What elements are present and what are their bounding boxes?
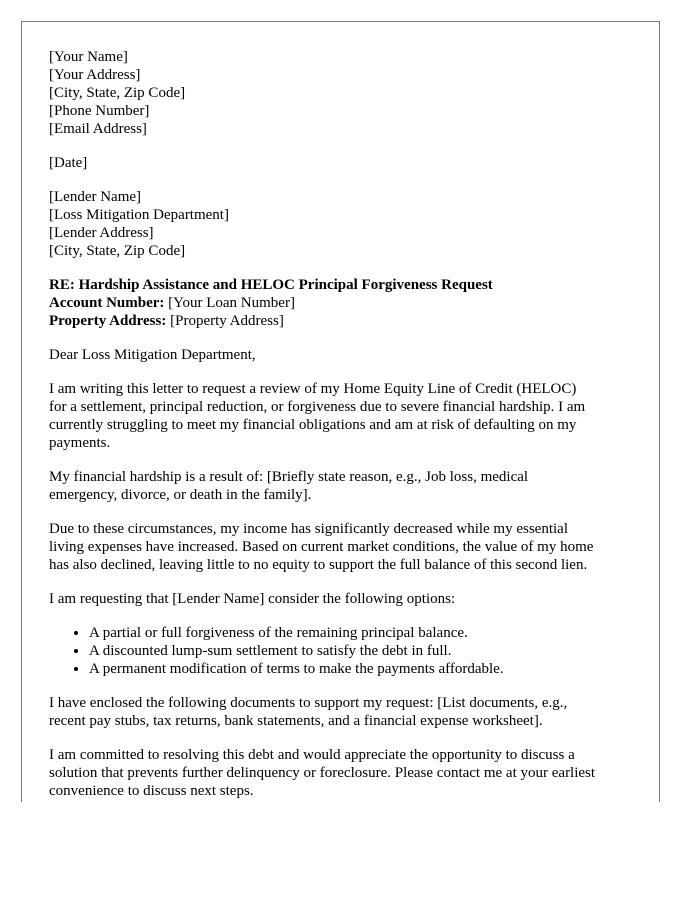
re-subject bbox=[49, 276, 629, 294]
paragraph-line: recent pay stubs, tax returns, bank statements, and a financial expense worksheet]. bbox=[49, 713, 543, 729]
date-block bbox=[49, 154, 629, 172]
letter-date: [Date] bbox=[49, 155, 88, 171]
paragraph-line: for a settlement, principal reduction, or forgiveness due to severe financial hardship. I am bbox=[49, 399, 586, 415]
paragraph-line: currently struggling to meet my financial obligations and am at risk of defaulting on my bbox=[49, 417, 577, 433]
letter-page bbox=[21, 21, 660, 802]
sender-address: [Your Address] bbox=[49, 67, 141, 83]
list-item: • A permanent modification of terms to make the payments affordable. bbox=[89, 660, 629, 678]
paragraph-line: My financial hardship is a result of: [Briefly state reason, e.g., Job loss, medical bbox=[49, 469, 529, 485]
paragraph-line: I am requesting that [Lender Name] consider the following options: bbox=[49, 591, 456, 607]
paragraph-line: Due to these circumstances, my income has significantly decreased while my essential bbox=[49, 521, 569, 537]
paragraph-line: I am committed to resolving this debt and would appreciate the opportunity to discuss a bbox=[49, 747, 575, 763]
list-item: • A partial or full forgiveness of the remaining principal balance. bbox=[89, 624, 629, 642]
paragraph-options-intro bbox=[49, 590, 629, 608]
paragraph-request bbox=[49, 380, 629, 452]
property-address-line bbox=[49, 312, 629, 330]
paragraph-commitment bbox=[49, 746, 629, 800]
paragraph-line: payments. bbox=[49, 435, 111, 451]
re-block bbox=[49, 276, 629, 330]
sender-block bbox=[49, 48, 629, 138]
paragraph-line: emergency, divorce, or death in the family]. bbox=[49, 487, 312, 503]
recipient-address: [Lender Address] bbox=[49, 225, 154, 241]
recipient-block bbox=[49, 188, 629, 260]
account-number-label: Account Number: bbox=[49, 295, 165, 311]
paragraph-documents bbox=[49, 694, 629, 730]
salutation bbox=[49, 346, 629, 364]
paragraph-line: living expenses have increased. Based on current market conditions, the value of my home bbox=[49, 539, 594, 555]
recipient-name: [Lender Name] bbox=[49, 189, 142, 205]
sender-phone: [Phone Number] bbox=[49, 103, 150, 119]
paragraph-line: has also declined, leaving little to no equity to support the full balance of this second lien. bbox=[49, 557, 588, 573]
paragraph-line: I have enclosed the following documents to support my request: [List documents, e.g., bbox=[49, 695, 568, 711]
property-address-value: [Property Address] bbox=[166, 313, 284, 329]
paragraph-circumstances bbox=[49, 520, 629, 574]
recipient-department: [Loss Mitigation Department] bbox=[49, 207, 229, 223]
paragraph-line: solution that prevents further delinquency or foreclosure. Please contact me at your earliest bbox=[49, 765, 596, 781]
sender-city-state-zip: [City, State, Zip Code] bbox=[49, 85, 186, 101]
recipient-city-state-zip: [City, State, Zip Code] bbox=[49, 243, 186, 259]
paragraph-line: convenience to discuss next steps. bbox=[49, 783, 254, 799]
account-number-value: [Your Loan Number] bbox=[164, 295, 295, 311]
paragraph-line: I am writing this letter to request a review of my Home Equity Line of Credit (HELOC) bbox=[49, 381, 577, 397]
property-address-label: Property Address: bbox=[49, 313, 167, 329]
paragraph-hardship bbox=[49, 468, 629, 504]
letter-content bbox=[49, 48, 629, 800]
account-number-line bbox=[49, 294, 629, 312]
salutation-text: Dear Loss Mitigation Department, bbox=[49, 347, 256, 363]
re-subject-text: RE: Hardship Assistance and HELOC Principal Forgiveness Request bbox=[49, 277, 493, 293]
sender-name: [Your Name] bbox=[49, 49, 128, 65]
sender-email: [Email Address] bbox=[49, 121, 147, 137]
list-item: • A discounted lump-sum settlement to satisfy the debt in full. bbox=[89, 642, 629, 660]
options-list bbox=[49, 624, 629, 678]
